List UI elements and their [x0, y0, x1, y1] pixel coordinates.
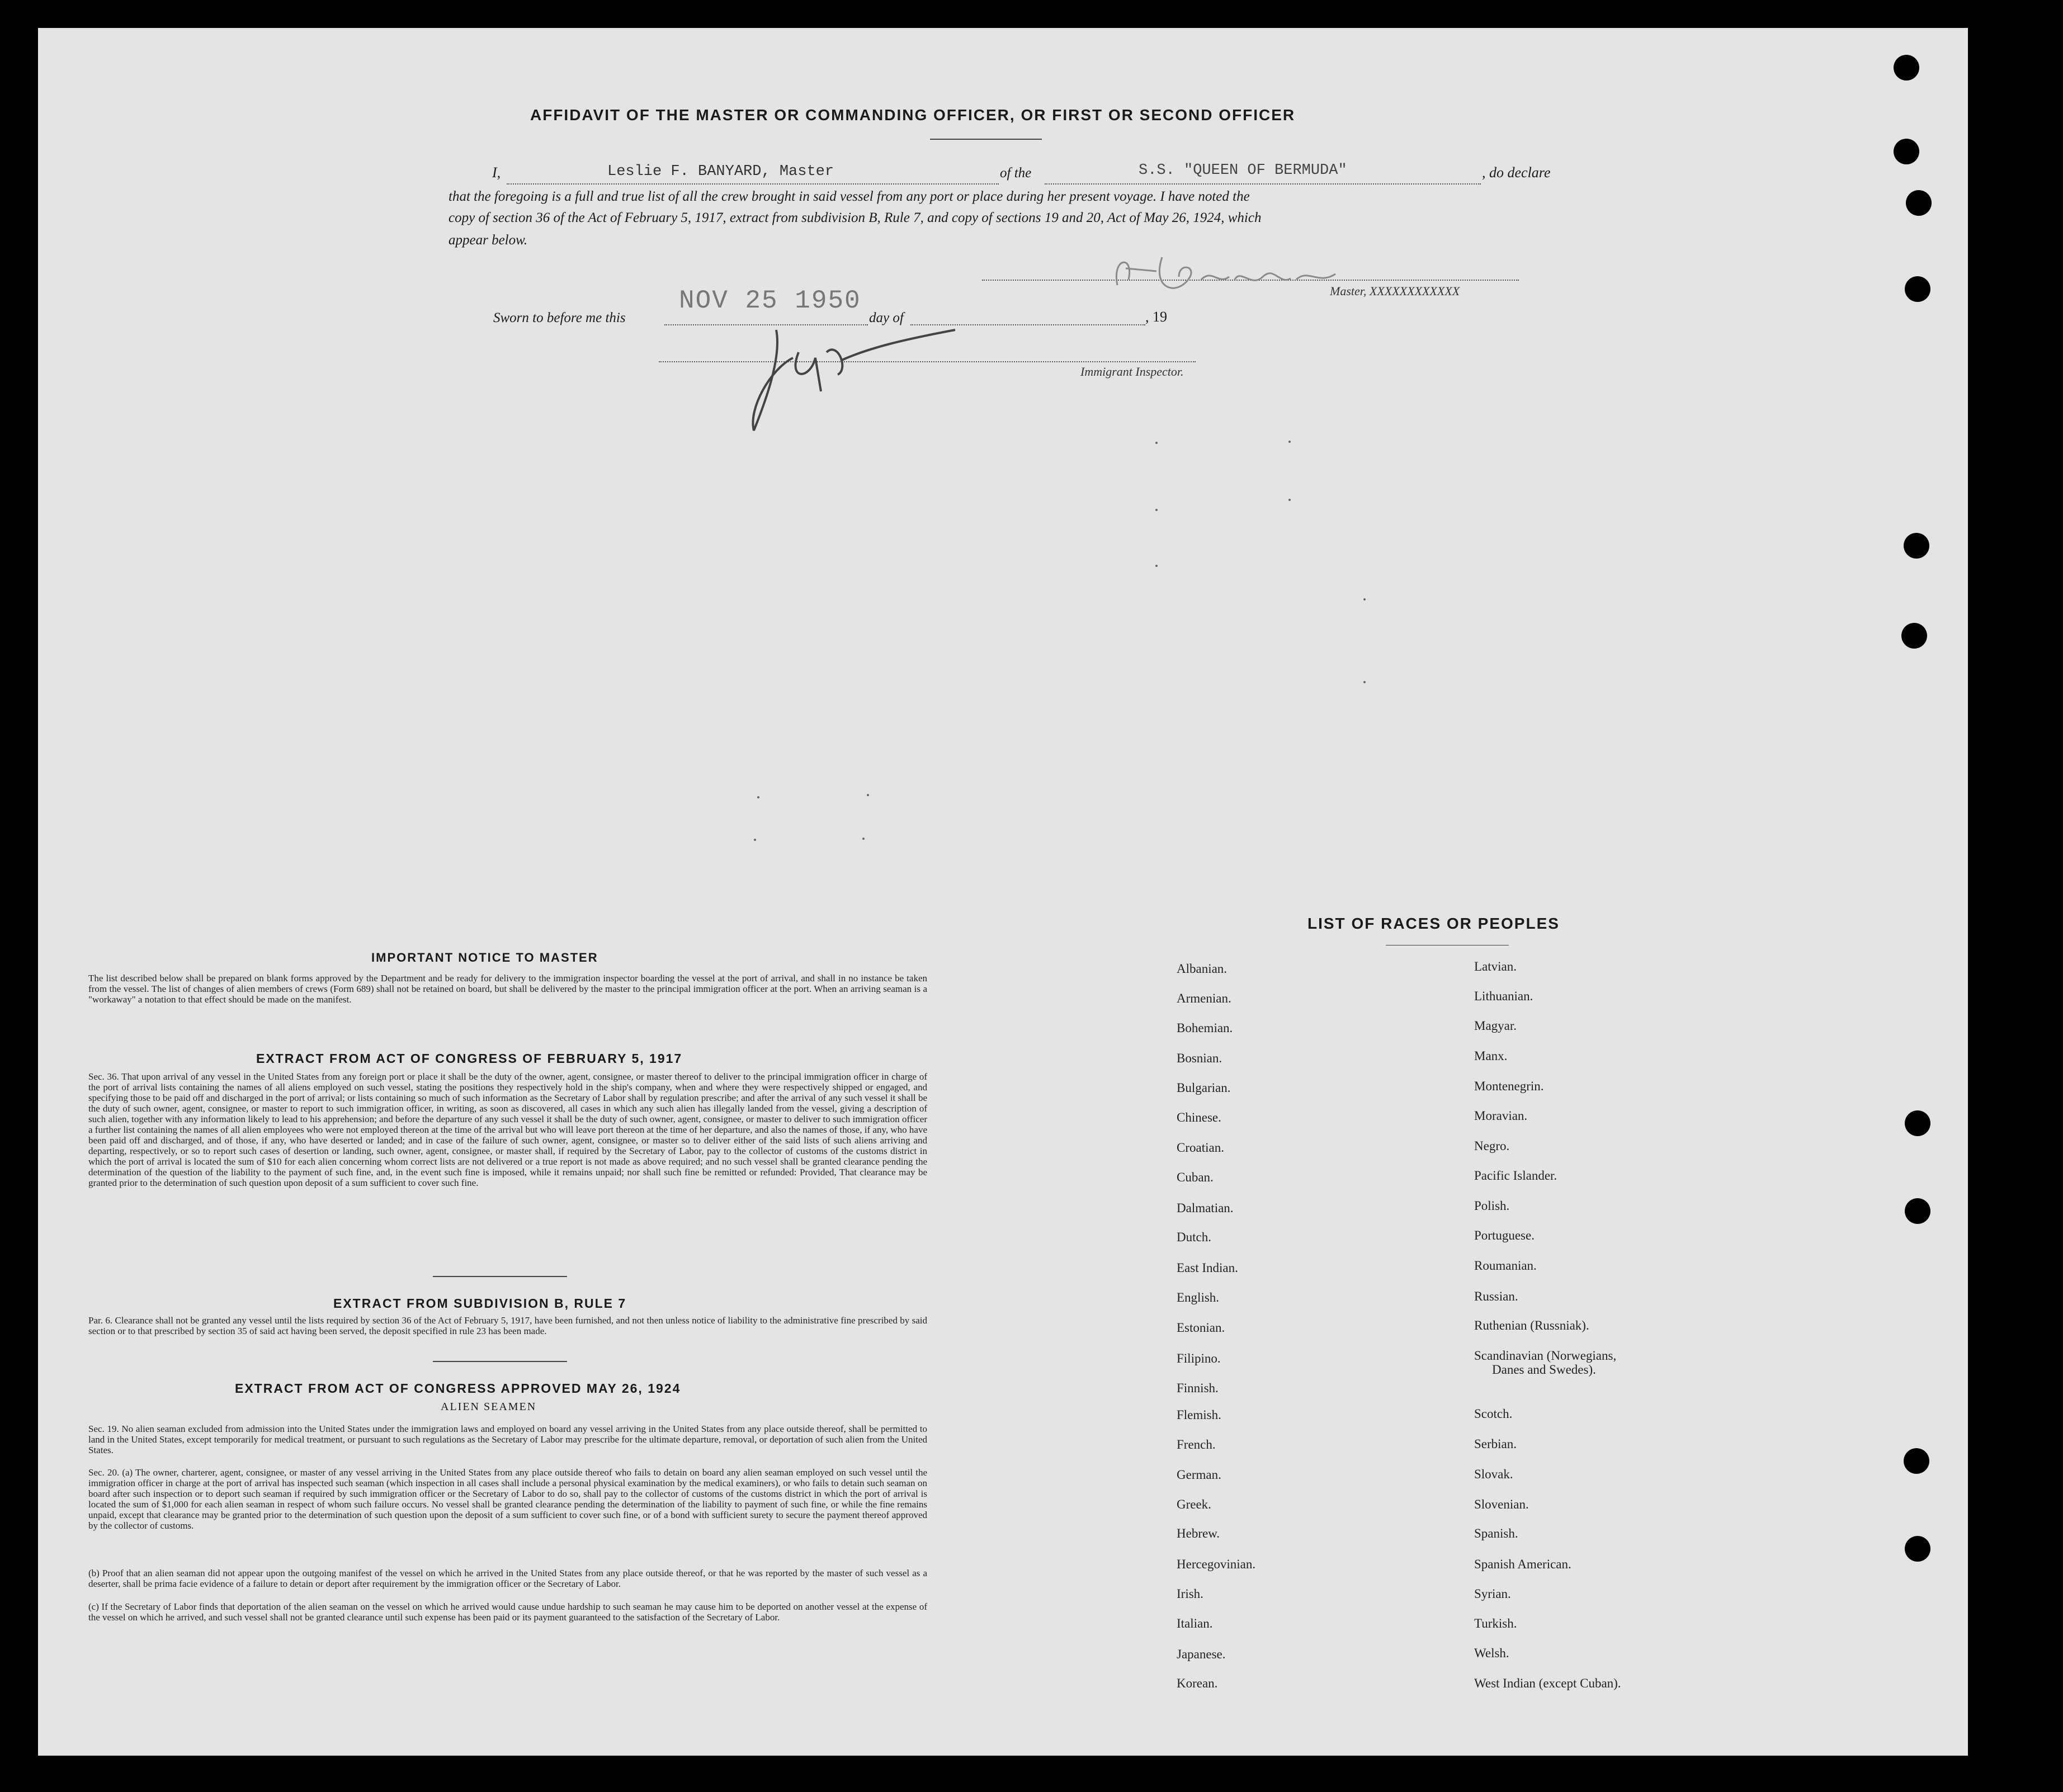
race-item: French. [1177, 1438, 1216, 1451]
race-item: Turkish. [1474, 1616, 1517, 1630]
race-item: Scandinavian (Norwegians, [1474, 1349, 1617, 1363]
race-item: Lithuanian. [1474, 989, 1533, 1003]
year-label: , 19 [1145, 309, 1167, 325]
speck [1155, 442, 1158, 444]
race-item: Roumanian. [1474, 1259, 1537, 1273]
race-item: Italian. [1177, 1616, 1213, 1630]
race-item: Russian. [1474, 1289, 1518, 1303]
speck [1363, 598, 1366, 601]
punch-hole [1905, 1198, 1930, 1224]
race-item: Finnish. [1177, 1381, 1219, 1395]
race-item: Albanian. [1177, 962, 1228, 976]
of-the-label: of the [1000, 166, 1032, 181]
race-item: Irish. [1177, 1587, 1203, 1601]
race-item: Cuban. [1177, 1170, 1214, 1184]
rule-7-title: EXTRACT FROM SUBDIVISION B, RULE 7 [333, 1296, 627, 1311]
race-item: Negro. [1474, 1139, 1510, 1153]
race-item: Spanish. [1474, 1526, 1518, 1540]
punch-hole [1905, 1110, 1930, 1136]
race-item: German. [1177, 1468, 1221, 1482]
alien-seamen-subtitle: ALIEN SEAMEN [441, 1401, 537, 1413]
punch-hole [1894, 139, 1919, 164]
affidavit-line-4: appear below. [449, 233, 528, 248]
race-item: Syrian. [1474, 1587, 1511, 1601]
race-item: Hercegovinian. [1177, 1557, 1256, 1571]
race-item: Filipino. [1177, 1351, 1221, 1365]
race-item: Flemish. [1177, 1408, 1221, 1422]
race-item: Bohemian. [1177, 1021, 1233, 1035]
notice-body: The list described below shall be prepared on blank forms approved by the Department and be ready for delivery to the immigration inspector boarding the vessel at the port of arrival, and shall in no instance be taken from the vessel. The list of changes of alien members of crews (Form 689) shall not be retained on board, but shall be delivered by the master to the principal immigration officer at the port. When an arriving seaman is a "workaway" a notation to that effect should be made on the manifest. [88, 973, 927, 1005]
race-item: Estonian. [1177, 1321, 1225, 1335]
race-item: Chinese. [1177, 1110, 1221, 1124]
title-rule [930, 139, 1042, 140]
punch-hole [1904, 533, 1929, 559]
inspector-signature [743, 308, 989, 442]
race-item: Armenian. [1177, 991, 1231, 1005]
extract-1917-title: EXTRACT FROM ACT OF CONGRESS OF FEBRUARY 5, 1917 [256, 1051, 683, 1066]
race-item: Polish. [1474, 1199, 1510, 1213]
speck [1363, 681, 1366, 683]
race-item: West Indian (except Cuban). [1474, 1676, 1621, 1690]
vessel-name-field [1045, 162, 1481, 185]
race-item: Magyar. [1474, 1019, 1517, 1033]
race-item: Slovenian. [1474, 1497, 1529, 1511]
document-page [38, 28, 1968, 1756]
notice-title: IMPORTANT NOTICE TO MASTER [371, 951, 598, 964]
race-item: Dutch. [1177, 1230, 1211, 1244]
race-item: Hebrew. [1177, 1526, 1220, 1540]
master-signature [1095, 246, 1363, 308]
race-item: Moravian. [1474, 1109, 1528, 1123]
race-item: English. [1177, 1290, 1220, 1304]
punch-hole [1904, 1448, 1929, 1474]
sec-20c-body: (c) If the Secretary of Labor finds that deportation of the alien seaman on the vessel on which he arrived would cause undue hardship to such seaman he may cause him to be deported on another vessel at the expense of the vessel on which he arrived, and such vessel shall not be granted clearance until such expense has been paid or its payment guaranteed to the satisfaction of the Secretary of Labor. [88, 1601, 927, 1623]
affidavit-title: AFFIDAVIT OF THE MASTER OR COMMANDING OFFICER, OR FIRST OR SECOND OFFICER [530, 106, 1296, 124]
master-name-field [507, 163, 999, 185]
race-item: Croatian. [1177, 1141, 1224, 1155]
speck [867, 794, 869, 796]
section-rule [433, 1361, 567, 1362]
sworn-label: Sworn to before me this [493, 310, 626, 325]
race-item: Bosnian. [1177, 1051, 1222, 1065]
do-declare-label: , do declare [1482, 164, 1551, 181]
master-name-value: Leslie F. BANYARD, Master [607, 163, 834, 180]
race-item: Manx. [1474, 1049, 1508, 1063]
race-item: Korean. [1177, 1676, 1218, 1690]
sec-20b-body: (b) Proof that an alien seaman did not appear upon the outgoing manifest of the vessel on which he arrived in the United States from any place outside thereof, or that he was reported by the master of such vessel as a deserter, shall be prima facie evidence of a failure to detain or deport after requirement by the immigration officer or the Secretary of Labor. [88, 1568, 927, 1589]
speck [757, 796, 759, 798]
speck [1288, 499, 1291, 501]
race-item: Dalmatian. [1177, 1201, 1234, 1215]
race-item: Portuguese. [1474, 1228, 1535, 1242]
race-item: Slovak. [1474, 1467, 1513, 1481]
vessel-name-value: S.S. "QUEEN OF BERMUDA" [1139, 162, 1347, 179]
affidavit-i: I, [492, 164, 501, 181]
races-title: LIST OF RACES OR PEOPLES [1307, 915, 1560, 932]
race-item: Ruthenian (Russniak). [1474, 1318, 1589, 1332]
punch-hole [1906, 190, 1932, 216]
sworn-stamp: NOV 25 1950 [679, 286, 861, 315]
inspector-label: Immigrant Inspector. [1080, 365, 1184, 379]
speck [1288, 441, 1291, 443]
race-item: Serbian. [1474, 1437, 1517, 1451]
race-item: Spanish American. [1474, 1557, 1571, 1571]
speck [754, 839, 756, 841]
punch-hole [1901, 623, 1927, 649]
speck [862, 838, 865, 840]
race-item: Scotch. [1474, 1407, 1513, 1421]
sec-20a-body: Sec. 20. (a) The owner, charterer, agent, consignee, or master of any vessel arriving in the United States from any place outside thereof who fails to detain on board any alien seaman employed on such vessel until the immigration officer in charge at the port of arrival has inspected such seaman (which inspection in all cases shall include a personal physical examination by the medical examiners), or who fails to detain such seaman on board after such inspection or to deport such seaman if required by such immigration officer or the Secretary of Labor to do so, shall pay to the collector of customs of the customs district in which the port of arrival is located the sum of $1,000 for each alien seaman in respect of whom such failure occurs. No vessel shall be granted clearance pending the determination of the liability to payment of such fine, or while the fine remains unpaid, except that clearance may be granted prior to the determination of such question upon the deposit of a sum sufficient to cover such fine, or of a bond with sufficient surety to secure the payment thereof approved by the collector of customs. [88, 1467, 927, 1531]
day-of-label: day of [869, 310, 904, 325]
punch-hole [1905, 1536, 1930, 1562]
punch-hole [1894, 55, 1919, 81]
extract-1924-title: EXTRACT FROM ACT OF CONGRESS APPROVED MAY 26, 1924 [235, 1381, 681, 1396]
race-item: Montenegrin. [1474, 1079, 1544, 1093]
sec-19-body: Sec. 19. No alien seaman excluded from admission into the United States under the immigration laws and employed on board any vessel arriving in the United States from any place outside thereof, shall be permitted to land in the United States, except temporarily for medical treatment, or pursuant to such regulations as the Secretary of Labor may prescribe for the ultimate departure, removal, or deportation of such alien from the United States. [88, 1424, 927, 1455]
master-label: Master, XXXXXXXXXXXX [1330, 284, 1460, 298]
race-item: Latvian. [1474, 959, 1517, 973]
speck [1155, 565, 1158, 567]
extract-1917-body: Sec. 36. That upon arrival of any vessel in the United States from any foreign port or place it shall be the duty of the owner, agent, consignee, or master thereof to deliver to the principal immigration officer in charge of the port of arrival lists containing the names of all aliens employed on such vessel, stating the positions they respectively hold in the ship's company, when and where they were respectively shipped or engaged, and specifying those to be paid off and discharged in the port of arrival; or lists containing so much of such information as the Secretary of Labor shall by regulation prescribe; and after the arrival of any such vessel it shall be the duty of such owner, agent, consignee, or master to report to such immigration officer, in writing, as soon as discovered, all cases in which any such alien has illegally landed from the vessel, giving a description of such alien, together with any information likely to lead to his apprehension; and before the departure of any such vessel it shall be the duty of such owner, agent, consignee, or master to deliver to such immigration officer a further list containing the names of all alien employees who were not employed thereon at the time of the arrival but who will leave port thereon at the time of her departure, and also the names of those, if any, who have been paid off and discharged, and of those, if any, who have deserted or landed; and in case of the failure of such owner, agent, consignee, or master so to deliver either of the said lists of such aliens arriving and departing, respectively, or so to report such cases of desertion or landing, such owner, agent, consignee, or master shall, if required by the Secretary of Labor, pay to the collector of customs of the customs district in which the port of arrival is located the sum of $10 for each alien concerning whom correct lists are not delivered or a true report is not made as above required; and no such vessel shall be granted clearance pending the determination of the question of the liability to the payment of such fine, and, in the event such fine is imposed, while it remains unpaid; nor shall such fine be remitted or refunded: Provided, That clearance may be granted prior to the determination of such question upon deposit of a sum sufficient to cover such fine. [88, 1071, 927, 1188]
race-item: Pacific Islander. [1474, 1169, 1557, 1183]
race-item: Welsh. [1474, 1646, 1509, 1660]
punch-hole [1905, 276, 1930, 302]
rule-7-body: Par. 6. Clearance shall not be granted any vessel until the lists required by section 36 of the Act of February 5, 1917, have been furnished, and not then unless notice of liability to the administrative fine prescribed by said section or to that prescribed by section 35 of said act having been served, the deposit specified in rule 23 has been made. [88, 1315, 927, 1336]
race-item: Danes and Swedes). [1492, 1363, 1596, 1377]
race-item: East Indian. [1177, 1261, 1238, 1275]
section-rule [433, 1276, 567, 1277]
affidavit-line-2: that the foregoing is a full and true list of all the crew brought in said vessel from any port or place during her present voyage. I have noted the [449, 189, 1250, 204]
speck [1155, 509, 1158, 511]
race-item: Bulgarian. [1177, 1081, 1231, 1095]
race-item: Greek. [1177, 1497, 1211, 1511]
affidavit-line-3: copy of section 36 of the Act of February 5, 1917, extract from subdivision B, Rule 7, and copy of sections 19 and 20, Act of May 26, 1924, which [449, 210, 1262, 225]
race-item: Japanese. [1177, 1647, 1226, 1661]
